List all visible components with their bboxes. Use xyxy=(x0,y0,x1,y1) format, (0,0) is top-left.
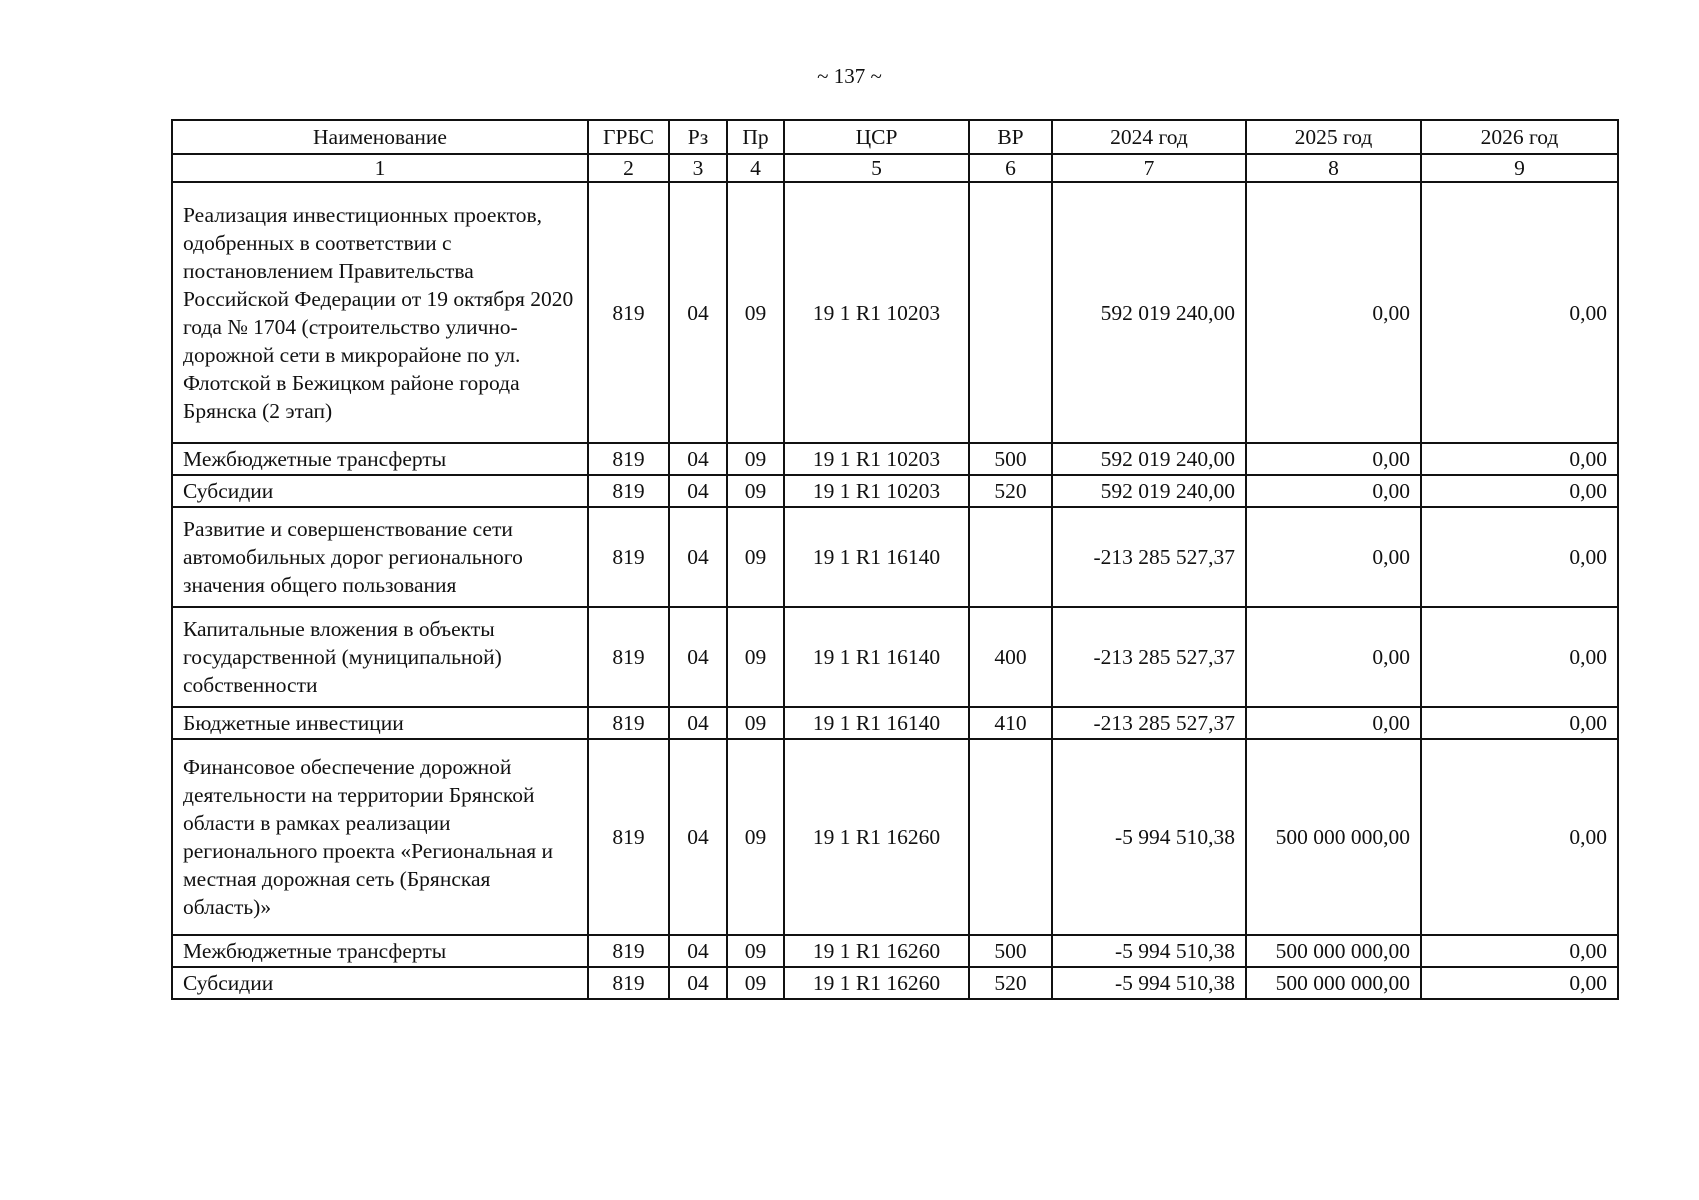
cell-2026: 0,00 xyxy=(1421,182,1618,443)
cell-grbs: 819 xyxy=(588,707,669,739)
cell-rz: 04 xyxy=(669,507,727,607)
cell-grbs: 819 xyxy=(588,182,669,443)
column-number-row xyxy=(172,154,1618,182)
cell-2026: 0,00 xyxy=(1421,443,1618,475)
cell-2024: -5 994 510,38 xyxy=(1052,967,1246,999)
cell-vr xyxy=(969,182,1052,443)
cell-name: Финансовое обеспечение дорожной деятельности на территории Брянской области в рамках реализации регионального проекта «Региональная и местная дорожная сеть (Брянская область)» xyxy=(172,739,588,935)
header-2025: 2025 год xyxy=(1246,120,1421,154)
cell-2025: 0,00 xyxy=(1246,507,1421,607)
cell-grbs: 819 xyxy=(588,507,669,607)
cell-vr xyxy=(969,739,1052,935)
header-rz: Рз xyxy=(669,120,727,154)
cell-name: Бюджетные инвестиции xyxy=(172,707,588,739)
cell-2025: 0,00 xyxy=(1246,475,1421,507)
budget-table xyxy=(171,119,1619,1000)
cell-2026: 0,00 xyxy=(1421,475,1618,507)
cell-vr: 500 xyxy=(969,935,1052,967)
cell-2026: 0,00 xyxy=(1421,507,1618,607)
cell-pr: 09 xyxy=(727,707,784,739)
column-number: 9 xyxy=(1421,154,1618,182)
cell-rz: 04 xyxy=(669,739,727,935)
column-number: 7 xyxy=(1052,154,1246,182)
cell-name: Межбюджетные трансферты xyxy=(172,935,588,967)
cell-vr: 500 xyxy=(969,443,1052,475)
cell-pr: 09 xyxy=(727,967,784,999)
column-number: 6 xyxy=(969,154,1052,182)
cell-2024: -5 994 510,38 xyxy=(1052,739,1246,935)
header-vr: ВР xyxy=(969,120,1052,154)
cell-2024: 592 019 240,00 xyxy=(1052,443,1246,475)
cell-rz: 04 xyxy=(669,935,727,967)
cell-csr: 19 1 R1 16260 xyxy=(784,935,969,967)
cell-pr: 09 xyxy=(727,182,784,443)
header-csr: ЦСР xyxy=(784,120,969,154)
cell-vr: 410 xyxy=(969,707,1052,739)
cell-2024: 592 019 240,00 xyxy=(1052,475,1246,507)
page-number: ~ 137 ~ xyxy=(817,64,882,88)
cell-csr: 19 1 R1 16260 xyxy=(784,967,969,999)
cell-grbs: 819 xyxy=(588,475,669,507)
column-number: 3 xyxy=(669,154,727,182)
cell-grbs: 819 xyxy=(588,967,669,999)
cell-csr: 19 1 R1 16140 xyxy=(784,707,969,739)
column-number: 1 xyxy=(172,154,588,182)
cell-grbs: 819 xyxy=(588,443,669,475)
cell-vr: 520 xyxy=(969,967,1052,999)
cell-rz: 04 xyxy=(669,967,727,999)
cell-2026: 0,00 xyxy=(1421,967,1618,999)
cell-grbs: 819 xyxy=(588,607,669,707)
table-row xyxy=(172,607,1618,707)
header-pr: Пр xyxy=(727,120,784,154)
header-grbs: ГРБС xyxy=(588,120,669,154)
cell-rz: 04 xyxy=(669,475,727,507)
cell-name: Межбюджетные трансферты xyxy=(172,443,588,475)
cell-2026: 0,00 xyxy=(1421,739,1618,935)
cell-csr: 19 1 R1 10203 xyxy=(784,182,969,443)
column-number: 2 xyxy=(588,154,669,182)
cell-pr: 09 xyxy=(727,935,784,967)
cell-csr: 19 1 R1 16260 xyxy=(784,739,969,935)
header-row xyxy=(172,120,1618,154)
cell-grbs: 819 xyxy=(588,935,669,967)
cell-rz: 04 xyxy=(669,707,727,739)
cell-pr: 09 xyxy=(727,739,784,935)
cell-vr: 400 xyxy=(969,607,1052,707)
cell-2026: 0,00 xyxy=(1421,707,1618,739)
column-number: 4 xyxy=(727,154,784,182)
cell-name: Субсидии xyxy=(172,967,588,999)
table-row xyxy=(172,967,1618,999)
cell-csr: 19 1 R1 16140 xyxy=(784,507,969,607)
cell-csr: 19 1 R1 16140 xyxy=(784,607,969,707)
cell-2026: 0,00 xyxy=(1421,607,1618,707)
cell-name: Развитие и совершенствование сети автомобильных дорог регионального значения общего пользования xyxy=(172,507,588,607)
cell-vr xyxy=(969,507,1052,607)
cell-2024: -213 285 527,37 xyxy=(1052,607,1246,707)
cell-2025: 500 000 000,00 xyxy=(1246,967,1421,999)
table-row xyxy=(172,707,1618,739)
table-row xyxy=(172,507,1618,607)
cell-vr: 520 xyxy=(969,475,1052,507)
cell-rz: 04 xyxy=(669,607,727,707)
cell-csr: 19 1 R1 10203 xyxy=(784,443,969,475)
cell-2025: 500 000 000,00 xyxy=(1246,935,1421,967)
table-row xyxy=(172,443,1618,475)
cell-csr: 19 1 R1 10203 xyxy=(784,475,969,507)
column-number: 8 xyxy=(1246,154,1421,182)
cell-2025: 0,00 xyxy=(1246,707,1421,739)
table-row xyxy=(172,182,1618,443)
cell-rz: 04 xyxy=(669,182,727,443)
header-2026: 2026 год xyxy=(1421,120,1618,154)
cell-pr: 09 xyxy=(727,607,784,707)
cell-name: Субсидии xyxy=(172,475,588,507)
header-name: Наименование xyxy=(172,120,588,154)
table-row xyxy=(172,475,1618,507)
cell-2025: 0,00 xyxy=(1246,182,1421,443)
cell-grbs: 819 xyxy=(588,739,669,935)
column-number: 5 xyxy=(784,154,969,182)
cell-name: Капитальные вложения в объекты государственной (муниципальной) собственности xyxy=(172,607,588,707)
cell-pr: 09 xyxy=(727,443,784,475)
cell-2024: 592 019 240,00 xyxy=(1052,182,1246,443)
cell-2024: -213 285 527,37 xyxy=(1052,507,1246,607)
cell-2025: 500 000 000,00 xyxy=(1246,739,1421,935)
cell-2024: -5 994 510,38 xyxy=(1052,935,1246,967)
cell-2025: 0,00 xyxy=(1246,443,1421,475)
cell-pr: 09 xyxy=(727,475,784,507)
cell-name: Реализация инвестиционных проектов, одобренных в соответствии с постановлением Правительства Российской Федерации от 19 октября 2020 года № 1704 (строительство улично-дорожной сети в микрорайоне по ул. Флотской в Бежицком районе города Брянска (2 этап) xyxy=(172,182,588,443)
header-2024: 2024 год xyxy=(1052,120,1246,154)
cell-2026: 0,00 xyxy=(1421,935,1618,967)
cell-2024: -213 285 527,37 xyxy=(1052,707,1246,739)
table-row xyxy=(172,935,1618,967)
cell-rz: 04 xyxy=(669,443,727,475)
table-row xyxy=(172,739,1618,935)
cell-2025: 0,00 xyxy=(1246,607,1421,707)
cell-pr: 09 xyxy=(727,507,784,607)
